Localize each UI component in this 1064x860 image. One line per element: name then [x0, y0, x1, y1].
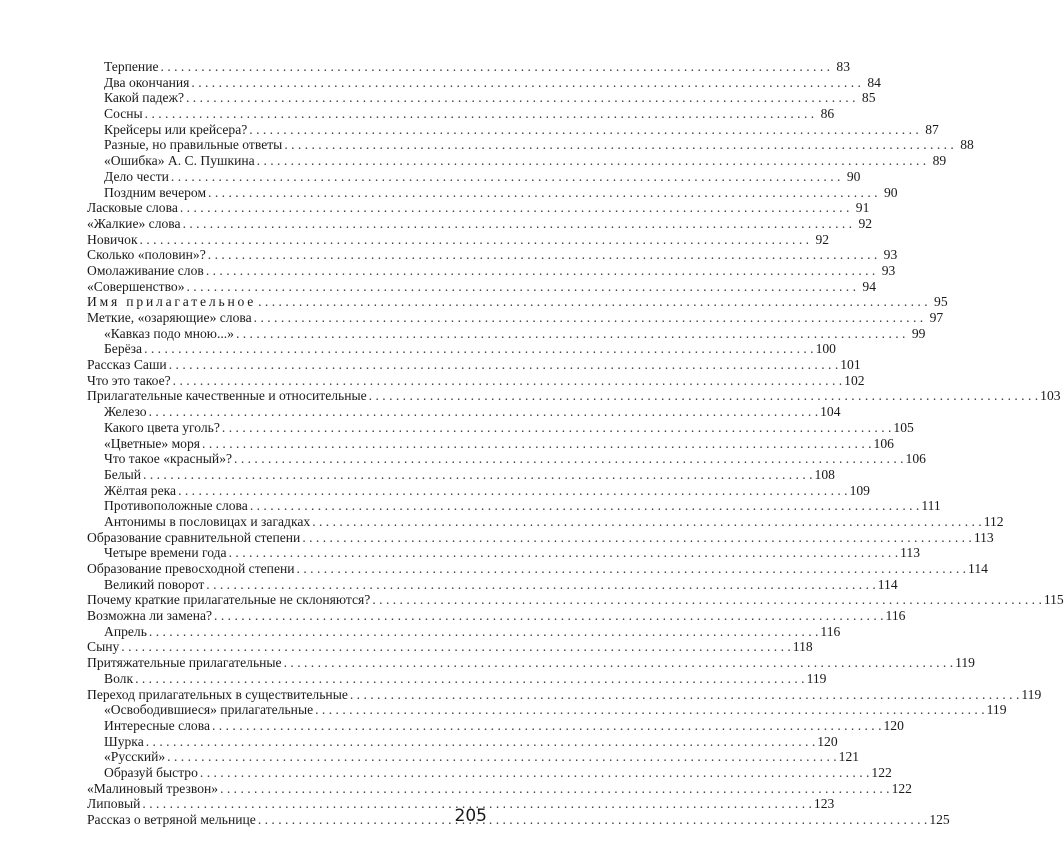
toc-entry-title: «Кавказ подо мною...» [104, 325, 234, 341]
toc-entry-page: 125 [929, 812, 950, 827]
dot-leader [302, 530, 972, 546]
toc-section-heading [87, 294, 948, 310]
dot-leader [258, 812, 928, 828]
toc-entry [87, 764, 892, 781]
dot-leader [140, 232, 810, 248]
toc-entry [87, 655, 975, 671]
toc-entry-title: Дело чести [104, 168, 169, 184]
toc-entry-title: Какого цвета уголь? [104, 419, 220, 435]
toc-entry-title: Липовый [87, 796, 141, 812]
dot-leader [297, 561, 967, 577]
toc-entry [87, 90, 876, 106]
toc-entry-title: «Цветные» моря [104, 435, 201, 451]
toc-entry-title: Сосны [104, 106, 143, 122]
toc-entry [87, 215, 873, 232]
toc-entry-page: 112 [983, 513, 1004, 529]
toc-entry [87, 121, 939, 138]
toc-entry-page: 90 [846, 168, 861, 184]
toc-entry-title: Образуй быстро [104, 764, 198, 780]
toc-entry-page: 88 [960, 137, 974, 153]
toc-entry [87, 576, 898, 593]
toc-entry [87, 513, 1004, 530]
toc-entry [87, 153, 947, 169]
toc-entry [87, 702, 1007, 718]
dot-leader [144, 341, 814, 357]
toc-entry-page: 120 [817, 733, 838, 749]
dot-leader [186, 90, 856, 106]
toc-entry [87, 357, 861, 373]
toc-entry [87, 608, 906, 624]
dot-leader [187, 279, 857, 295]
toc-entry-page: 106 [905, 451, 926, 467]
toc-entry-title: Что такое «красный»? [104, 451, 233, 467]
toc-entry-title: Меткие, «озаряющие» слова [87, 310, 252, 325]
toc-entry-page: 119 [806, 670, 827, 686]
toc-entry-page: 91 [855, 200, 870, 216]
toc-entry-title: Сколько «половин»? [87, 247, 206, 263]
toc-entry-page: 94 [862, 278, 876, 294]
toc-entry-title: Терпение [104, 59, 159, 74]
toc-entry [87, 561, 988, 577]
toc-entry [87, 372, 865, 389]
toc-entry-page: 103 [1040, 388, 1061, 404]
toc-entry-page: 89 [932, 153, 947, 169]
toc-entry [87, 404, 841, 420]
toc-entry-title: Возможна ли замена? [87, 608, 213, 624]
toc-entry-title: Апрель [104, 623, 147, 639]
toc-entry [87, 74, 881, 91]
toc-entry [87, 639, 813, 655]
toc-entry-page: 122 [891, 780, 912, 796]
toc-entry-title: Рассказ Саши [87, 357, 167, 373]
toc-entry-page: 121 [838, 749, 860, 765]
dot-leader [135, 671, 805, 687]
toc-entry-title: Какой падеж? [104, 90, 184, 106]
toc-entry-page: 104 [820, 404, 841, 420]
dot-leader [171, 169, 841, 185]
toc-entry-title: Что это такое? [87, 372, 171, 388]
dot-leader [206, 263, 876, 279]
page-number: 205 [454, 806, 487, 826]
toc-entry-page: 100 [815, 341, 836, 357]
dot-leader [202, 436, 872, 452]
toc-entry [87, 529, 994, 546]
toc-entry-page: 101 [840, 357, 861, 373]
dot-leader [229, 545, 899, 561]
dot-leader [212, 718, 882, 734]
toc-entry-page: 120 [883, 717, 904, 733]
toc-entry-page: 92 [858, 215, 873, 231]
toc-entry [87, 686, 1042, 703]
toc-entry-page: 93 [883, 247, 898, 263]
toc-entry-page: 113 [973, 529, 994, 545]
toc-entry-title: «Малиновый трезвон» [87, 780, 219, 796]
toc-entry-page: 108 [814, 466, 835, 482]
toc-entry-title: «Совершенство» [87, 278, 185, 294]
toc-entry-title: Поздним вечером [104, 184, 207, 200]
toc-entry-page: 93 [881, 262, 896, 278]
toc-entry-page: 95 [934, 294, 948, 310]
toc-entry [87, 106, 835, 122]
toc-entry-title: Имя прилагательное [87, 294, 257, 310]
toc-entry-title: Почему краткие прилагательные не склоняются? [87, 592, 371, 608]
dot-leader [178, 483, 848, 499]
dot-leader [350, 687, 1020, 703]
dot-leader [234, 451, 904, 467]
dot-leader [236, 326, 906, 342]
toc-entry-page: 87 [925, 121, 939, 137]
toc-entry-page: 97 [929, 310, 944, 325]
toc-entry-title: Антонимы в пословицах и загадках [104, 513, 311, 529]
dot-leader [249, 122, 919, 138]
toc-entry [87, 717, 904, 734]
toc-entry-title: Рассказ о ветряной мельнице [87, 812, 256, 827]
toc-entry-page: 114 [968, 561, 988, 576]
dot-leader [284, 655, 954, 671]
toc-entry [87, 262, 896, 279]
dot-leader [284, 137, 954, 153]
toc-entry [87, 388, 1061, 404]
toc-entry-title: Омолаживание слов [87, 262, 204, 278]
toc-entry [87, 812, 950, 828]
dot-leader [145, 106, 815, 122]
toc-entry [87, 592, 1064, 608]
toc-entry-page: 102 [844, 372, 865, 388]
dot-leader [312, 514, 982, 530]
toc-entry-title: Сыну [87, 639, 120, 655]
toc-entry-page: 118 [792, 639, 813, 655]
toc-entry [87, 670, 827, 687]
dot-leader [169, 357, 839, 373]
toc-entry [87, 310, 944, 326]
dot-leader [206, 577, 876, 593]
toc-entry-title: Железо [104, 404, 147, 420]
toc-entry [87, 780, 912, 797]
toc-entry-title: Образование сравнительной степени [87, 529, 301, 545]
toc-entry [87, 278, 876, 295]
toc-entry [87, 733, 838, 750]
dot-leader [161, 59, 831, 75]
dot-leader [208, 185, 878, 201]
toc-entry-title: «Ошибка» А. С. Пушкина [104, 153, 255, 169]
dot-leader [222, 420, 892, 436]
dot-leader [183, 216, 853, 232]
toc-entry [87, 623, 841, 640]
toc-entry-page: 116 [820, 623, 841, 639]
toc-entry-title: «Освободившиеся» прилагательные [104, 702, 314, 718]
toc-entry [87, 184, 898, 201]
dot-leader [167, 749, 837, 765]
toc-entry-title: Белый [104, 466, 142, 482]
toc-entry [87, 231, 830, 248]
toc-entry-page: 113 [900, 545, 920, 561]
dot-leader [208, 247, 878, 263]
toc-entry-title: Ласковые слова [87, 200, 178, 216]
dot-leader [200, 765, 870, 781]
toc-entry-title: Притяжательные прилагательные [87, 655, 282, 671]
toc-entry-title: Новичок [87, 231, 138, 247]
dot-leader [258, 294, 928, 310]
toc-entry-page: 114 [877, 576, 898, 592]
dot-leader [220, 781, 890, 797]
dot-leader [369, 388, 1039, 404]
toc-entry-title: Берёза [104, 341, 143, 357]
toc-entry [87, 325, 926, 342]
toc-entry-page: 115 [1043, 592, 1064, 608]
dot-leader [121, 639, 791, 655]
dot-leader [315, 702, 985, 718]
toc-entry [87, 498, 941, 514]
dot-leader [143, 467, 813, 483]
toc-entry-title: Переход прилагательных в существительные [87, 686, 348, 702]
toc-entry-page: 123 [813, 796, 835, 812]
toc-entry [87, 482, 870, 499]
toc-entry [87, 137, 974, 153]
toc-entry [87, 419, 914, 436]
toc-entry [87, 435, 894, 452]
dot-leader [250, 498, 920, 514]
dot-leader [149, 404, 819, 420]
toc-entry-page: 109 [849, 482, 870, 498]
toc-entry-title: «Русский» [104, 749, 166, 765]
toc-entry-page: 106 [873, 435, 894, 451]
toc-entry [87, 545, 920, 561]
toc-entry-title: Интересные слова [104, 717, 210, 733]
dot-leader [257, 153, 927, 169]
toc-entry [87, 247, 898, 263]
toc-entry-page: 119 [986, 702, 1007, 718]
table-of-contents [87, 59, 1064, 828]
toc-entry-title: Противоположные слова [104, 498, 248, 514]
toc-entry [87, 168, 861, 185]
toc-entry-title: Шурка [104, 733, 144, 749]
toc-entry [87, 200, 870, 216]
dot-leader [372, 592, 1042, 608]
toc-entry-page: 116 [885, 608, 906, 624]
toc-entry [87, 341, 836, 357]
dot-leader [254, 310, 924, 326]
toc-entry-title: Два окончания [104, 74, 190, 90]
toc-entry [87, 466, 835, 483]
dot-leader [180, 200, 850, 216]
toc-entry [87, 796, 835, 812]
toc-entry-page: 122 [871, 764, 892, 780]
toc-entry [87, 451, 926, 467]
toc-entry-page: 119 [955, 655, 975, 671]
toc-entry-title: Прилагательные качественные и относительные [87, 388, 367, 404]
dot-leader [191, 75, 861, 91]
dot-leader [149, 624, 819, 640]
toc-entry-title: Жёлтая река [104, 482, 177, 498]
toc-entry-title: Образование превосходной степени [87, 561, 295, 576]
dot-leader [173, 373, 843, 389]
dot-leader [214, 608, 884, 624]
toc-entry-title: Разные, но правильные ответы [104, 137, 283, 153]
toc-entry-page: 83 [836, 59, 851, 74]
dot-leader [146, 734, 816, 750]
toc-entry [87, 59, 851, 75]
toc-entry-page: 105 [893, 419, 914, 435]
toc-entry [87, 749, 860, 765]
toc-entry-page: 90 [883, 184, 898, 200]
toc-entry-title: Великий поворот [104, 576, 205, 592]
toc-entry-title: Волк [104, 670, 134, 686]
toc-entry-page: 99 [911, 325, 926, 341]
toc-entry-page: 92 [815, 231, 830, 247]
toc-entry-title: Крейсеры или крейсера? [104, 121, 248, 137]
toc-entry-page: 119 [1021, 686, 1042, 702]
toc-entry-page: 111 [921, 498, 941, 514]
toc-entry-page: 85 [861, 90, 876, 106]
toc-entry-page: 84 [867, 74, 881, 90]
toc-entry-title: «Жалкие» слова [87, 215, 181, 231]
toc-entry-page: 86 [820, 106, 835, 122]
toc-entry-title: Четыре времени года [104, 545, 227, 561]
